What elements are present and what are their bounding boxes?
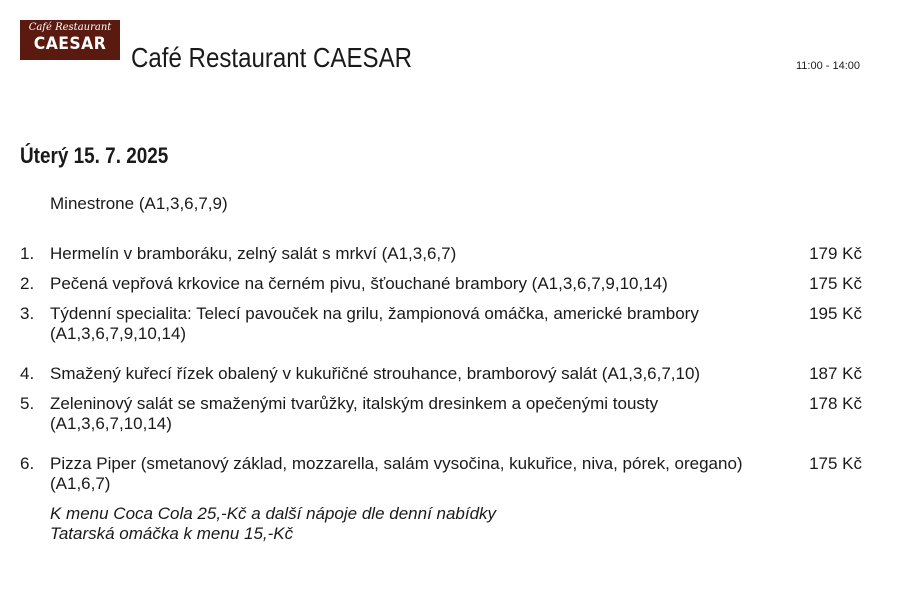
menu-item-name: Pečená vepřová krkovice na černém pivu, šťouchané brambory (A1,3,6,7,9,10,14) bbox=[50, 274, 668, 293]
sauce-note: Tatarská omáčka k menu 15,-Kč bbox=[50, 524, 294, 543]
menu-item bbox=[20, 304, 862, 364]
menu-item-price: 175 Kč bbox=[809, 454, 862, 473]
menu-item-name: Týdenní specialita: Telecí pavouček na grilu, žampionová omáčka, americké brambory (A1,3,6,7,9,10,14) bbox=[50, 304, 699, 343]
restaurant-logo bbox=[20, 20, 120, 60]
menu-item bbox=[20, 454, 862, 493]
menu-item-price: 187 Kč bbox=[809, 364, 862, 383]
menu-item-name: Pizza Piper (smetanový základ, mozzarella, salám vysočina, kukuřice, niva, pórek, oregano) (A1,6,7) bbox=[50, 454, 743, 493]
menu-item-number: 1. bbox=[20, 244, 35, 263]
soup-of-the-day: Minestrone (A1,3,6,7,9) bbox=[50, 194, 228, 213]
logo-main-text: CAESAR bbox=[33, 34, 107, 54]
menu-item bbox=[20, 274, 862, 304]
menu-item-name: Smažený kuřecí řízek obalený v kukuřičné strouhance, bramborový salát (A1,3,6,7,10) bbox=[50, 364, 701, 383]
menu-item-number: 3. bbox=[20, 304, 35, 323]
menu-item-price: 195 Kč bbox=[809, 304, 862, 323]
menu-item bbox=[20, 364, 862, 394]
menu-notes bbox=[50, 504, 496, 544]
logo-script-text: Café Restaurant bbox=[28, 22, 112, 33]
menu-item-number: 4. bbox=[20, 364, 35, 383]
menu-list bbox=[20, 244, 862, 493]
restaurant-name: Café Restaurant CAESAR bbox=[131, 42, 413, 73]
menu-item-price: 175 Kč bbox=[809, 274, 862, 293]
day-heading: Úterý 15. 7. 2025 bbox=[20, 143, 169, 168]
menu-item bbox=[20, 394, 862, 454]
menu-item-number: 2. bbox=[20, 274, 35, 293]
menu-item-price: 178 Kč bbox=[809, 394, 862, 413]
menu-item-number: 5. bbox=[20, 394, 35, 413]
menu-item-name: Zeleninový salát se smaženými tvarůžky, italským dresinkem a opečenými tousty (A1,3,6,7,10,14) bbox=[50, 394, 659, 433]
menu-item-name: Hermelín v bramboráku, zelný salát s mrkví (A1,3,6,7) bbox=[50, 244, 457, 263]
drinks-note: K menu Coca Cola 25,-Kč a další nápoje dle denní nabídky bbox=[50, 504, 497, 523]
menu-item bbox=[20, 244, 862, 274]
menu-item-number: 6. bbox=[20, 454, 35, 473]
opening-hours: 11:00 - 14:00 bbox=[795, 60, 860, 72]
menu-item-price: 179 Kč bbox=[809, 244, 862, 263]
